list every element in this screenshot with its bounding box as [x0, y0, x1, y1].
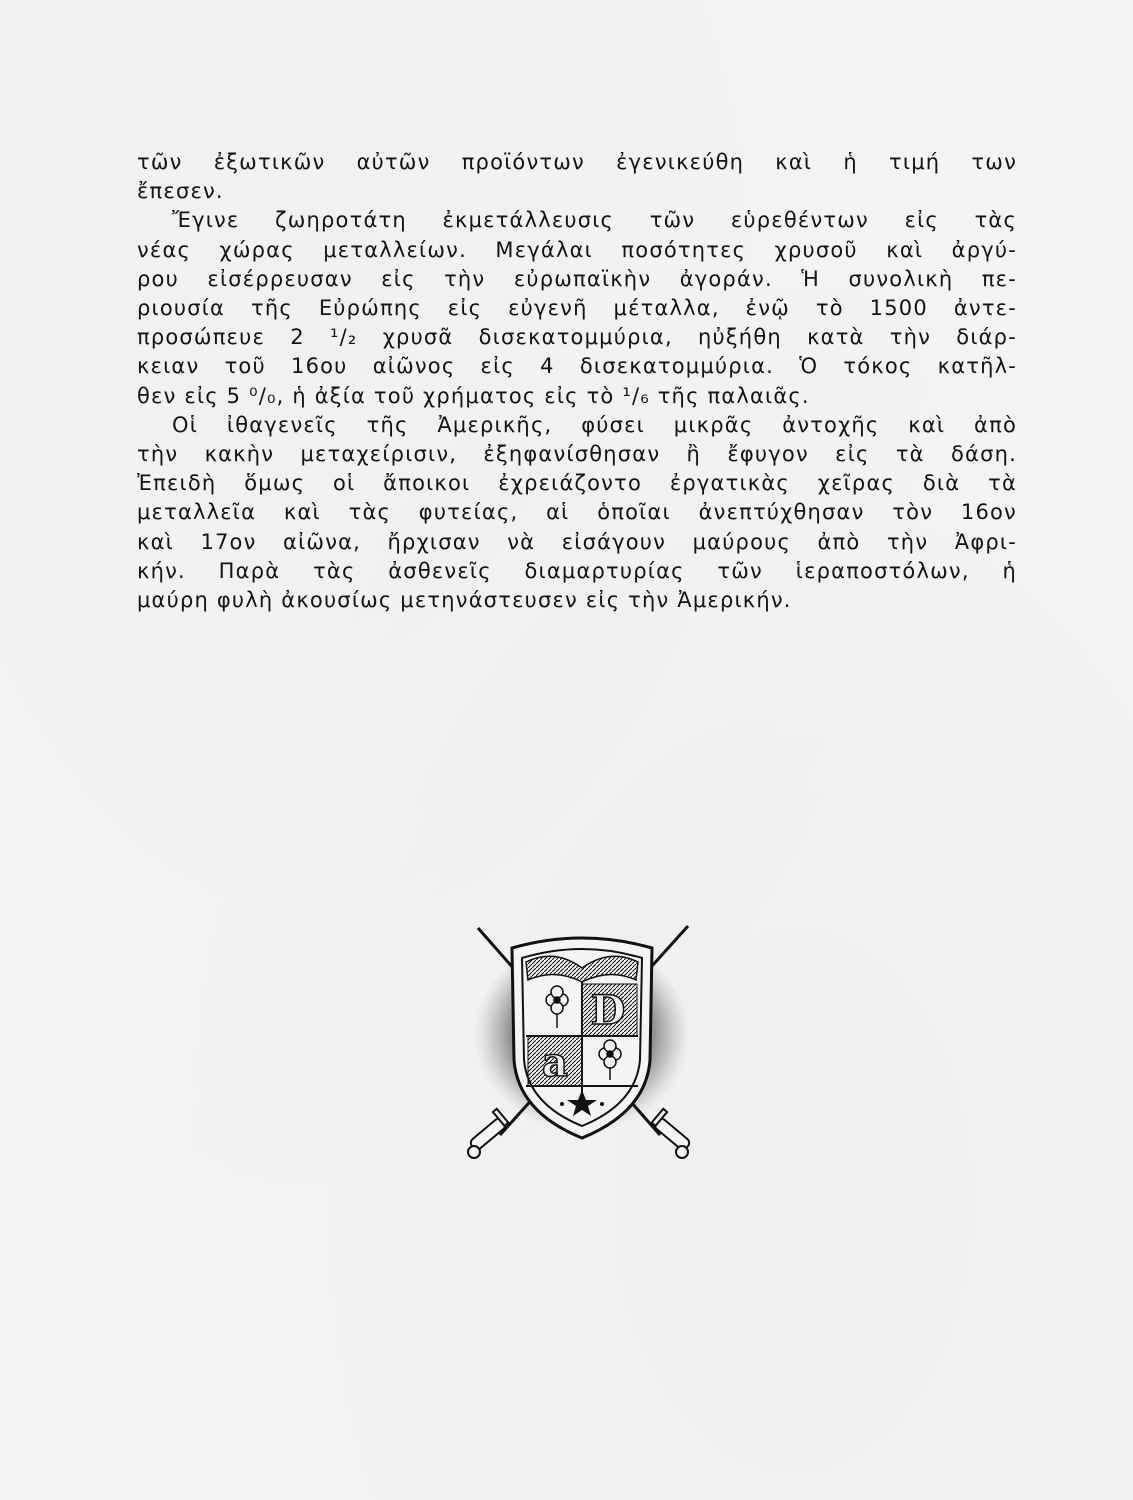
text-line: ριουσία τῆς Εὐρώπης εἰς εὐγενῆ μέταλλα, ἐνῷ τὸ 1500 ἀντε- [137, 296, 1017, 321]
text-line: θεν εἰς 5 ⁰/₀, ἡ ἀξία τοῦ χρήματος εἰς τὸ ¹/₆ τῆς παλαιᾶς. [137, 383, 810, 408]
body-text [137, 148, 1017, 615]
paragraph-1 [137, 148, 1017, 206]
coat-of-arms-icon [460, 920, 700, 1170]
paragraph-3 [137, 411, 1017, 615]
text-line: μεταλλεῖα καὶ τὰς φυτείας, αἱ ὁποῖαι ἀνεπτύχθησαν τὸν 16ον [137, 500, 1017, 525]
text-line: μαύρη φυλὴ ἀκουσίως μετηνάστευσεν εἰς τὴν Ἀμερικήν. [137, 588, 792, 613]
text-line: Ἔγινε ζωηροτάτη ἐκμετάλλευσις τῶν εὑρεθέντων εἰς τὰς [172, 208, 1017, 233]
paragraph-2 [137, 206, 1017, 410]
text-line: νέας χώρας μεταλλείων. Μεγάλαι ποσότητες χρυσοῦ καὶ ἀργύ- [137, 237, 1017, 262]
shield-letter-d: D [590, 987, 626, 1034]
text-line: κειαν τοῦ 16ου αἰῶνος εἰς 4 δισεκατομμύρια. Ὁ τόκος κατῆλ- [137, 354, 1017, 379]
text-line: καὶ 17ον αἰῶνα, ἤρχισαν νὰ εἰσάγουν μαύρους ἀπὸ τὴν Ἀφρι- [137, 529, 1017, 554]
text-line: τῶν ἐξωτικῶν αὐτῶν προϊόντων ἐγενικεύθη καὶ ἡ τιμή των [137, 150, 1017, 174]
text-line: κήν. Παρὰ τὰς ἀσθενεῖς διαμαρτυρίας τῶν ἱεραποστόλων, ἡ [137, 558, 1017, 583]
text-line: προσώπευε 2 ¹/₂ χρυσᾶ δισεκατομμύρια, ηὐξήθη κατὰ τὴν διάρ- [137, 325, 1017, 350]
text-line: τὴν κακὴν μεταχείρισιν, ἐξηφανίσθησαν ἢ ἔφυγον εἰς τὰ δάση. [137, 442, 1017, 467]
text-line: ἔπεσεν. [137, 179, 224, 204]
text-line: Ἐπειδὴ ὅμως οἱ ἄποικοι ἐχρειάζοντο ἐργατικὰς χεῖρας διὰ τὰ [137, 471, 1017, 496]
text-line: Οἱ ἰθαγενεῖς τῆς Ἀμερικῆς, φύσει μικρᾶς ἀντοχῆς καὶ ἀπὸ [172, 412, 1017, 437]
text-line: ρου εἰσέρρευσαν εἰς τὴν εὐρωπαϊκὴν ἀγοράν. Ἡ συνολικὴ πε- [137, 266, 1017, 291]
shield-letter-a: a [542, 1039, 568, 1086]
